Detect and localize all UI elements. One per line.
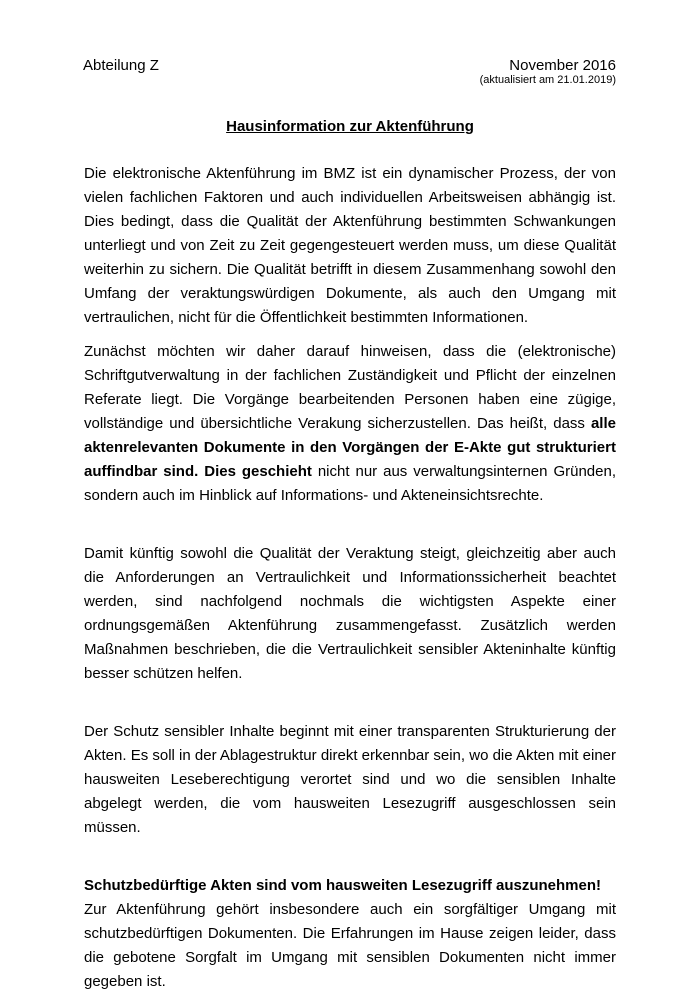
date-label: November 2016 [509,57,616,74]
paragraph-2-bold: alle aktenrelevanten Dokumente in den Vorgängen der E-Akte gut strukturiert auffindbar sind. Dies geschieht [84,415,616,480]
updated-label: (aktualisiert am 21.01.2019) [479,74,616,86]
paragraph-5: Zur Aktenführung gehört insbesondere auch ein sorgfältiger Umgang mit schutzbedürftigen Dokumenten. Die Erfahrungen im Hause zeigen leider, dass die gebotene Sorgfalt im Umgang mit sensiblen Dokumenten nicht immer gegeben ist. [84,901,616,990]
document-body [84,162,616,994]
paragraph-4: Der Schutz sensibler Inhalte beginnt mit einer transparenten Strukturierung der Akten. Es soll in der Ablagestruktur direkt erkennbar sein, wo die Akten mit einer hausweiten Leseberechtigung verortet sind und wo die sensiblen Inhalte abgelegt werden, die vom hausweiten Lesezugriff ausgeschlossen sein müssen. [84,723,616,836]
department-label: Abteilung Z [83,57,159,74]
paragraph-2-end: nicht nur aus verwaltungsinternen Gründen, sondern auch im Hinblick auf Informations- und Akteneinsichtsrechte. [84,463,616,504]
paragraph-3: Damit künftig sowohl die Qualität der Veraktung steigt, gleichzeitig aber auch die Anforderungen an Vertraulichkeit und Informationssicherheit beachtet werden, sind nachfolgend nochmals die wichtigsten Aspekte einer ordnungsgemäßen Aktenführung zusammengefasst. Zusätzlich werden Maßnahmen beschrieben, die die Vertraulichkeit sensibler Akteninhalte künftig besser schützen helfen. [84,545,616,682]
section-heading: Schutzbedürftige Akten sind vom hausweiten Lesezugriff auszunehmen! [84,877,602,894]
paragraph-1: Die elektronische Aktenführung im BMZ ist ein dynamischer Prozess, der von vielen fachlichen Faktoren und auch individuellen Arbeitsweisen abhängig ist. Dies bedingt, dass die Qualität der Aktenführung bestimmten Schwankungen unterliegt und von Zeit zu Zeit gegengesteuert werden muss, um diese Qualität weiterhin zu sichern. Die Qualität betrifft in diesem Zusammenhang sowohl den Umfang der veraktungswürdigen Dokumente, als auch den Umgang mit vertraulichen, nicht für die Öffentlichkeit bestimmten Informationen. [84,165,616,326]
document-title: Hausinformation zur Aktenführung [226,118,474,135]
paragraph-2-start: Zunächst möchten wir daher darauf hinweisen, dass die (elektronische) Schriftgutverwaltung in der fachlichen Zuständigkeit und Pflicht der einzelnen Referate liegt. Die Vorgänge bearbeitenden Personen haben eine zügige, vollständige und übersichtliche Verakung sicherzustellen. Das heißt, dass [84,343,616,432]
paragraph-2 [84,340,616,508]
date-block [480,57,616,87]
